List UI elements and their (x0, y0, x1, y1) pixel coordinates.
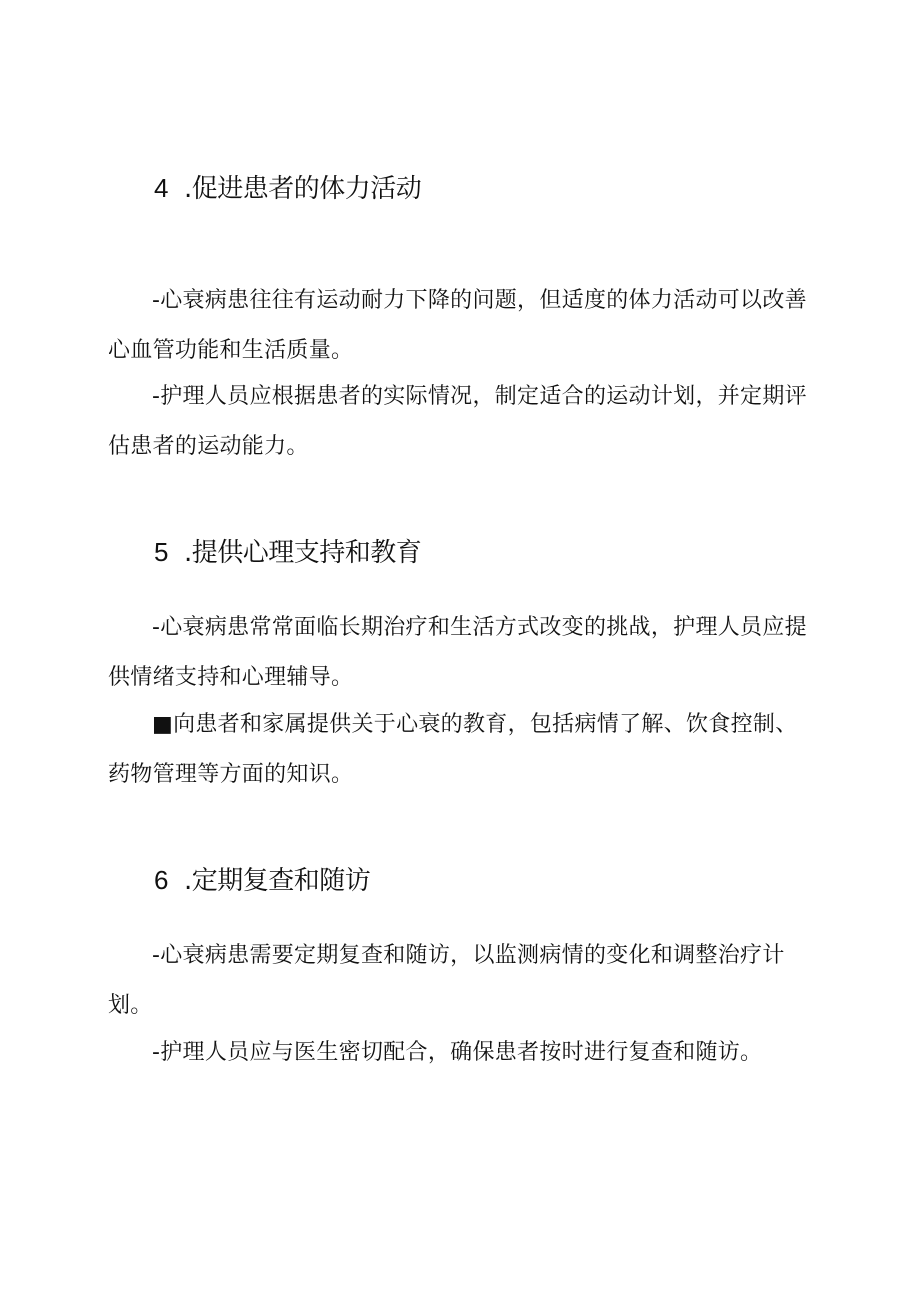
paragraph: -护理人员应与医生密切配合，确保患者按时进行复查和随访。 (152, 1040, 763, 1065)
paragraph: ■向患者和家属提供关于心衰的教育，包括病情了解、饮食控制、药物管理等方面的知识。 (108, 712, 798, 787)
section-title: .定期复查和随访 (184, 866, 371, 896)
section-heading (154, 172, 421, 205)
section-heading (154, 536, 421, 569)
section-title: .促进患者的体力活动 (184, 174, 422, 204)
section-title: .提供心理支持和教育 (184, 538, 422, 568)
paragraph: -心衰病患需要定期复查和随访，以监测病情的变化和调整治疗计划。 (108, 943, 785, 1018)
paragraph: -心衰病患往往有运动耐力下降的问题，但适度的体力活动可以改善心血管功能和生活质量。 (108, 288, 807, 363)
section-heading (154, 864, 370, 897)
section-number: 4 (154, 173, 168, 203)
paragraph: -护理人员应根据患者的实际情况，制定适合的运动计划，并定期评估患者的运动能力。 (108, 384, 807, 459)
section-number: 6 (154, 865, 168, 895)
paragraph: -心衰病患常常面临长期治疗和生活方式改变的挑战，护理人员应提供情绪支持和心理辅导。 (108, 615, 807, 690)
section-number: 5 (154, 537, 168, 567)
